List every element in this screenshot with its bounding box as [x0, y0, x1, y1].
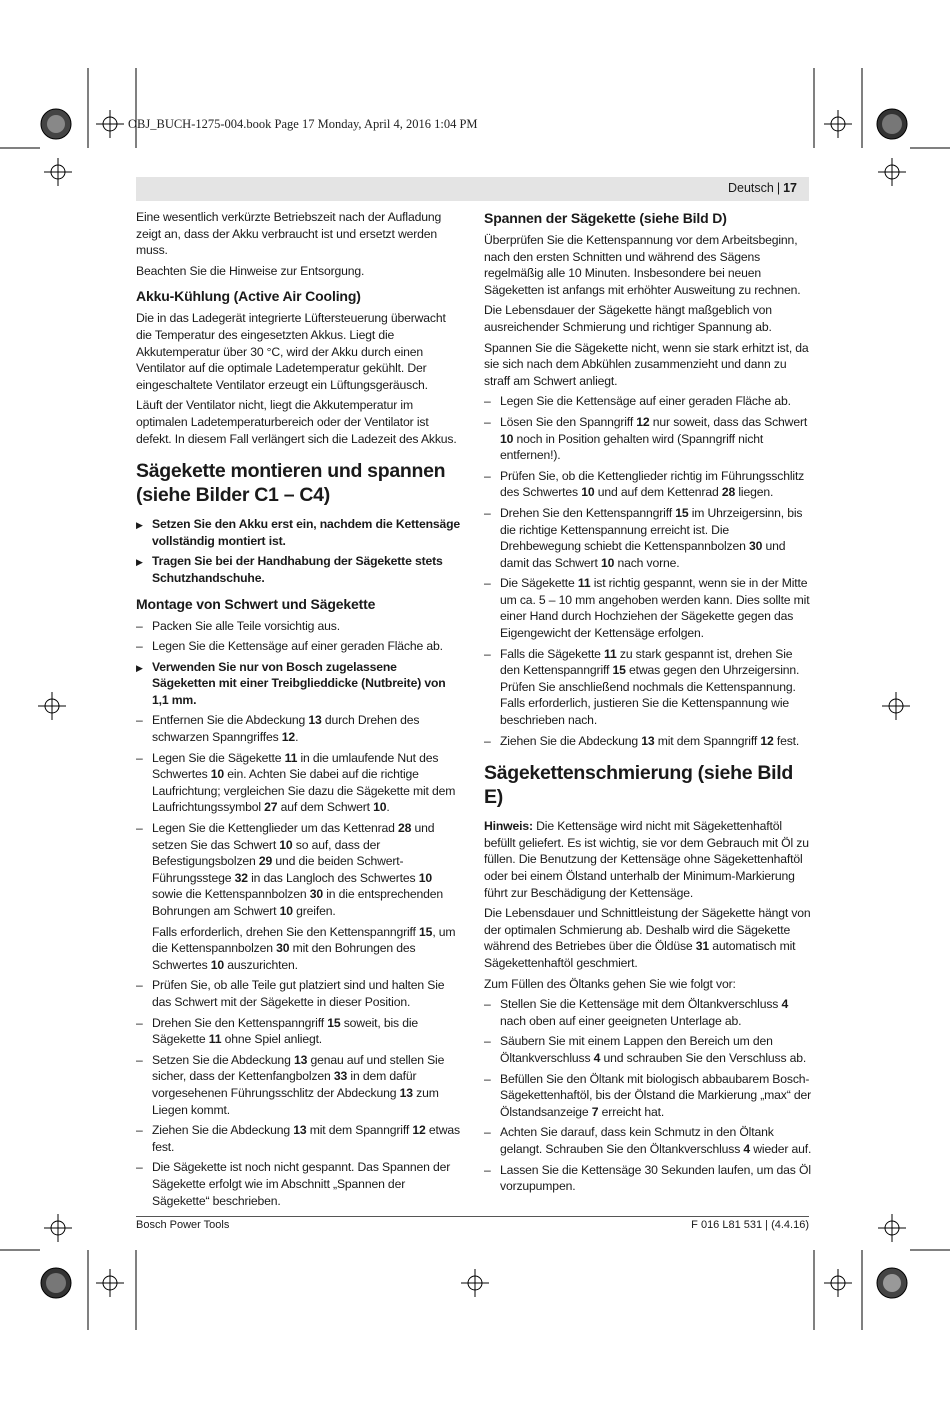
list-item: – Legen Sie die Kettenglieder um das Kettenrad 28 und setzen Sie das Schwert 10 so auf, dass der Befestigungsbolzen 29 und die beiden Schwert-Führungsstege 32 in das Langloch des Schwertes 10 sowie die Kettenspannbolzen 30 in die entsprechenden Bohrungen am Schwert 10 greifen. Falls erforderlich, drehen Sie den Kettenspanngriff 15, um die Kettenspannbolzen 30 mit den Bohrungen des Schwertes 10 auszurichten. — [136, 820, 463, 973]
dash-bullet-icon: – — [136, 978, 143, 993]
dash-bullet-icon: – — [484, 1162, 491, 1177]
list-item: – Drehen Sie den Kettenspanngriff 15 soweit, bis die Sägekette 11 ohne Spiel anliegt. — [136, 1015, 419, 1047]
list-item: – Ziehen Sie die Abdeckung 13 mit dem Spanngriff 12 etwas fest. — [136, 1123, 460, 1154]
dash-bullet-icon: – — [136, 1052, 143, 1067]
dash-bullet-icon: – — [484, 414, 491, 429]
dash-bullet-icon: – — [136, 639, 143, 654]
left-column — [136, 209, 463, 1213]
list-item: – Entfernen Sie die Abdeckung 13 durch Drehen des schwarzen Spanngriffes 12. — [136, 713, 420, 745]
warning-item: ▶ Tragen Sie bei der Handhabung der Sägekette stets Schutzhandschuhe. — [136, 554, 443, 585]
list-item: – Lösen Sie den Spanngriff 12 nur soweit, dass das Schwert 10 noch in Position gehalten wird (Spanngriff nicht entfernen!). — [484, 414, 808, 463]
page-footer — [136, 1216, 809, 1235]
chapter-heading: Sägekette montieren und spannen (siehe Bilder C1 – C4) — [136, 460, 446, 507]
dash-bullet-icon: – — [136, 750, 143, 765]
note-label: Hinweis: — [484, 819, 533, 834]
footer-brand: Bosch Power Tools — [136, 1219, 230, 1231]
list-item: – Prüfen Sie, ob alle Teile gut platziert sind und halten Sie das Schwert mit der Sägekette in dieser Position. — [136, 978, 445, 1009]
list-item: – Achten Sie darauf, dass kein Schmutz in den Öltank gelangt. Schrauben Sie den Öltankverschluss 4 wieder auf. — [484, 1125, 812, 1156]
dash-bullet-icon: – — [484, 394, 491, 409]
section-heading: Akku-Kühlung (Active Air Cooling) — [136, 288, 361, 305]
dash-bullet-icon: – — [484, 997, 491, 1012]
section-heading: Spannen der Sägekette (siehe Bild D) — [484, 210, 727, 226]
page-header: Deutsch | 17 — [136, 177, 809, 201]
triangle-bullet-icon: ▶ — [136, 520, 143, 531]
dash-bullet-icon: – — [484, 1125, 491, 1140]
dash-bullet-icon: – — [484, 1034, 491, 1049]
list-item: – Befüllen Sie den Öltank mit biologisch abbaubarem Bosch-Sägekettenhaftöl, bis der Ölstand die Markierung „max“ der Ölstandsanzeige 7 erreicht hat. — [484, 1071, 812, 1119]
paragraph: Die Lebensdauer und Schnittleistung der Sägekette hängt von der optimalen Schmierung ab. Deshalb wird die Sägekette während des Betriebes über die Öldüse 31 automatisch mit Sägekettenhaftöl geschmiert. — [484, 906, 811, 970]
dash-bullet-icon: – — [136, 1160, 143, 1175]
triangle-bullet-icon: ▶ — [136, 662, 143, 673]
list-item: – Legen Sie die Sägekette 11 in die umlaufende Nut des Schwertes 10 ein. Achten Sie dabei auf die richtige Laufrichtung; vergleichen Sie dazu die Sägekette mit dem Laufrichtungssymbol 27 auf dem Schwert 10. — [136, 750, 456, 815]
warning-item: ▶ Setzen Sie den Akku erst ein, nachdem die Kettensäge vollständig montiert ist. — [136, 517, 461, 548]
dash-bullet-icon: – — [484, 1071, 491, 1086]
paragraph: Beachten Sie die Hinweise zur Entsorgung. — [136, 263, 365, 278]
dash-bullet-icon: – — [484, 505, 491, 520]
section-heading: Montage von Schwert und Sägekette — [136, 595, 376, 612]
list-subparagraph: Falls erforderlich, drehen Sie den Kettenspanngriff 15, um die Kettenspannbolzen 30 mit den Bohrungen des Schwertes 10 auszurichten. — [152, 924, 456, 972]
list-item: – Säubern Sie mit einem Lappen den Bereich um den Öltankverschluss 4 und schrauben Sie den Verschluss ab. — [484, 1034, 807, 1065]
dash-bullet-icon: – — [484, 576, 491, 591]
dash-bullet-icon: – — [484, 733, 491, 748]
list-item: – Legen Sie die Kettensäge auf einer geraden Fläche ab. — [136, 639, 443, 654]
chapter-heading: Sägekettenschmierung (siehe Bild E) — [484, 762, 793, 809]
dash-bullet-icon: – — [136, 1123, 143, 1138]
paragraph: Überprüfen Sie die Kettenspannung vor dem Arbeitsbeginn, nach den ersten Schnitten und während des Sägens regelmäßig alle 10 Minuten. Insbesondere bei neuen Sägeketten ist anfangs mit erhöhter Ausweitung zu rechnen. — [484, 233, 801, 297]
triangle-bullet-icon: ▶ — [136, 557, 143, 568]
paragraph: Die Lebensdauer der Sägekette hängt maßgeblich von ausreichender Schmierung und richtiger Spannung ab. — [484, 303, 772, 334]
dash-bullet-icon: – — [484, 468, 491, 483]
paragraph: Eine wesentlich verkürzte Betriebszeit nach der Aufladung zeigt an, dass der Akku verbraucht ist und ersetzt werden muss. — [136, 210, 442, 258]
dash-bullet-icon: – — [136, 618, 143, 633]
dash-bullet-icon: – — [136, 1015, 143, 1030]
dash-bullet-icon: – — [136, 713, 143, 728]
paragraph: Zum Füllen des Öltanks gehen Sie wie folgt vor: — [484, 976, 736, 991]
list-item: – Legen Sie die Kettensäge auf einer geraden Fläche ab. — [484, 394, 791, 409]
paragraph: Spannen Sie die Sägekette nicht, wenn sie stark erhitzt ist, da sie sich nach dem Abkühlen zusammenzieht und dann zu straff am Schwert anliegt. — [484, 340, 809, 388]
list-item: – Ziehen Sie die Abdeckung 13 mit dem Spanngriff 12 fest. — [484, 733, 800, 748]
list-item: – Packen Sie alle Teile vorsichtig aus. — [136, 618, 340, 633]
page-number: 17 — [783, 181, 797, 195]
right-column — [484, 209, 812, 1199]
dash-bullet-icon: – — [484, 646, 491, 661]
header-language: Deutsch — [727, 181, 774, 195]
book-info: OBJ_BUCH-1275-004.book Page 17 Monday, April 4, 2016 1:04 PM — [128, 117, 478, 131]
list-item: – Prüfen Sie, ob die Kettenglieder richtig im Führungsschlitz des Schwertes 10 und auf dem Kettenrad 28 liegen. — [484, 468, 805, 500]
dash-bullet-icon: – — [136, 821, 143, 836]
warning-item: ▶ Verwenden Sie nur von Bosch zugelassene Sägeketten mit einer Treibglieddicke (Nutbreite) von 1,1 mm. — [136, 659, 446, 707]
list-item: – Setzen Sie die Abdeckung 13 genau auf und stellen Sie sicher, dass der Kettenfangbolzen 33 in dem dafür vorgesehenen Führungsschlitz der Abdeckung 13 zum Liegen kommt. — [136, 1052, 445, 1117]
list-item: – Stellen Sie die Kettensäge mit dem Öltankverschluss 4 nach oben auf einer geeigneten Unterlage ab. — [484, 997, 789, 1028]
footer-doc-number: F 016 L81 531 | (4.4.16) — [691, 1219, 809, 1231]
paragraph: Läuft der Ventilator nicht, liegt die Akkutemperatur im optimalen Ladetemperaturbereich oder der Ventilator ist defekt. In diesem Fall verlängert sich die Ladezeit des Akkus. — [136, 398, 457, 446]
list-item: – Drehen Sie den Kettenspanngriff 15 im Uhrzeigersinn, bis die richtige Kettenspannung erreicht ist. Die Drehbewegung schiebt die Kettenspannbolzen 30 und damit das Schwert 10 nach vorne. — [484, 505, 803, 570]
list-item: – Die Sägekette ist noch nicht gespannt. Das Spannen der Sägekette erfolgt wie im Abschnitt „Spannen der Sägekette“ beschrieben. — [136, 1160, 451, 1208]
list-item: – Die Sägekette 11 ist richtig gespannt, wenn sie in der Mitte um ca. 5 – 10 mm angehoben werden kann. Dies sollte mit einer Hand durch Hochziehen der Sägekette gegen das Eigengewicht der Kettensäge erfolgen. — [484, 576, 810, 641]
list-item: – Lassen Sie die Kettensäge 30 Sekunden laufen, um das Öl vorzupumpen. — [484, 1162, 811, 1194]
paragraph: Die in das Ladegerät integrierte Lüftersteuerung überwacht die Temperatur des eingesetzten Akkus. Liegt die Akkutemperatur über 30 °C, wird der Akku durch einen Ventilator auf die optimale Ladetemperatur gekühlt. Der eingeschaltete Ventilator erzeugt ein Lüftungsgeräusch. — [136, 311, 446, 392]
note-paragraph: Hinweis: Die Kettensäge wird nicht mit Sägekettenhaftöl befüllt geliefert. Es ist wichtig, sie vor dem Gebrauch mit Öl zu füllen. Die Benutzung der Kettensäge ohne Sägekettenhaftöl oder bei einem Ölstand unterhalb der Minimum-Markierung führt zur Beschädigung der Kettensäge. — [484, 819, 809, 900]
list-item: – Falls die Sägekette 11 zu stark gespannt ist, drehen Sie den Kettenspanngriff 15 etwas gegen den Uhrzeigersinn. Prüfen Sie anschließend nochmals die Kettenspannung. Falls erforderlich, justieren Sie die Kettenspannung wie beschrieben nach. — [484, 646, 800, 728]
